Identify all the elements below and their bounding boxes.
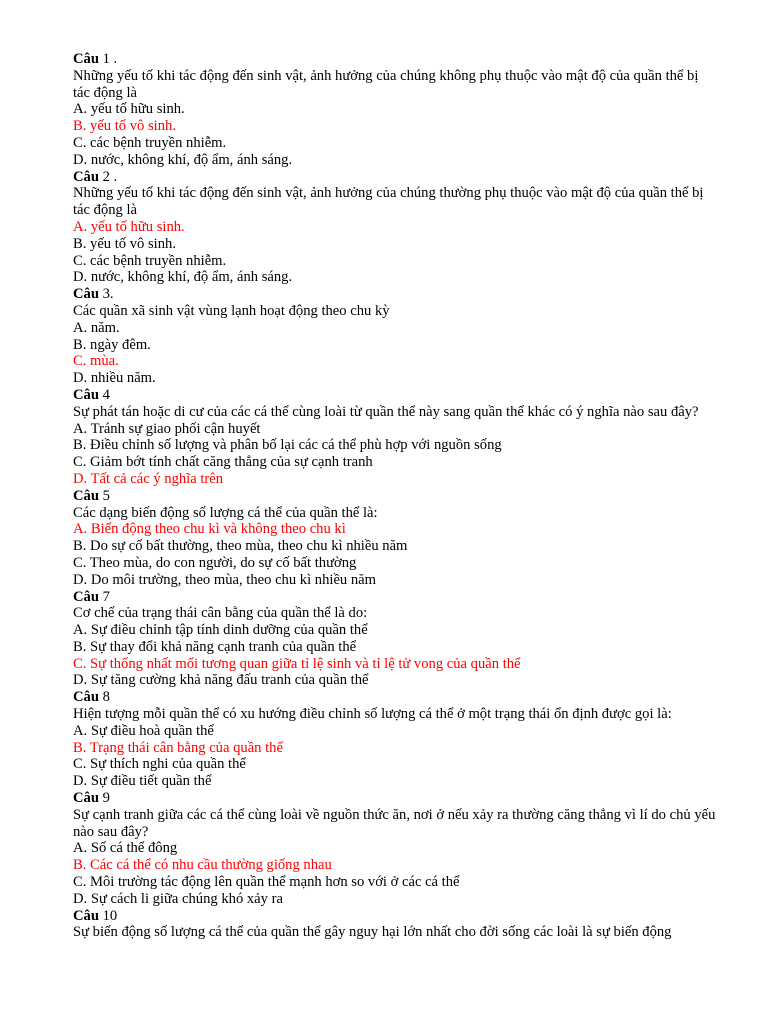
answer-option: B. yếu tố vô sinh. bbox=[73, 235, 176, 252]
question-text: Sự phát tán hoặc di cư của các cá thể cùng loài từ quần thể này sang quần thể khác có ý nghĩa nào sau đây? bbox=[73, 403, 699, 420]
question-text: Các quần xã sinh vật vùng lạnh hoạt động theo chu kỳ bbox=[73, 302, 390, 319]
answer-option: C. Môi trường tác động lên quần thể mạnh hơn so với ở các cá thể bbox=[73, 874, 460, 891]
answer-option-correct: B. Các cá thể có nhu cầu thường giống nhau bbox=[73, 857, 332, 874]
question-text: Cơ chế của trạng thái cân bằng của quần thể là do: bbox=[73, 605, 368, 622]
answer-option: B. Do sự cố bất thường, theo mùa, theo chu kì nhiều năm bbox=[73, 538, 408, 555]
question-text: Sự cạnh tranh giữa các cá thể cùng loài về nguồn thức ăn, nơi ở nếu xảy ra thường căng thẳng vì lí do chủ yếu nào sau đây? bbox=[73, 806, 720, 840]
answer-option-correct: A. Biến động theo chu kì và không theo chu kì bbox=[73, 521, 346, 538]
answer-option: C. các bệnh truyền nhiễm. bbox=[73, 252, 227, 269]
question-heading bbox=[73, 589, 718, 606]
question-text: Các dạng biến động số lượng cá thể của quần thể là: bbox=[73, 504, 378, 521]
question-heading bbox=[73, 387, 718, 404]
question-heading bbox=[73, 286, 718, 303]
answer-option-correct: D. Tất cả các ý nghĩa trên bbox=[73, 470, 224, 487]
question-heading bbox=[73, 790, 718, 807]
question-text: Hiện tượng mỗi quần thể có xu hướng điều chỉnh số lượng cá thể ở một trạng thái ổn định được gọi là: bbox=[73, 706, 672, 723]
question-heading bbox=[73, 488, 718, 505]
answer-option: C. các bệnh truyền nhiễm. bbox=[73, 134, 227, 151]
question-block bbox=[73, 908, 718, 942]
question-number: 8 bbox=[98, 689, 110, 706]
question-label: Câu bbox=[73, 286, 99, 303]
answer-option: A. Sự điều chỉnh tập tính dinh dưỡng của quần thể bbox=[73, 622, 368, 639]
question-text: Những yếu tố khi tác động đến sinh vật, ảnh hưởng của chúng thường phụ thuộc vào mật độ của quần thể bị tác động là bbox=[73, 185, 708, 219]
answer-option: B. Điều chỉnh số lượng và phân bố lại các cá thể phù hợp với nguồn sống bbox=[73, 437, 502, 454]
answer-option: A. Sự điều hoà quần thể bbox=[73, 722, 214, 739]
answer-option: B. Sự thay đổi khả năng cạnh tranh của quần thể bbox=[73, 638, 357, 655]
question-label: Câu bbox=[73, 588, 99, 605]
answer-option: D. Do môi trường, theo mùa, theo chu kì nhiều năm bbox=[73, 571, 376, 588]
answer-option: B. ngày đêm. bbox=[73, 336, 151, 353]
question-number: 2 . bbox=[98, 168, 118, 185]
answer-option-correct: B. yếu tố vô sinh. bbox=[73, 118, 176, 135]
question-number: 3. bbox=[98, 286, 114, 303]
question-heading bbox=[73, 51, 718, 68]
question-label: Câu bbox=[73, 907, 99, 924]
question-number: 9 bbox=[98, 790, 110, 807]
question-label: Câu bbox=[73, 386, 99, 403]
question-text: Sự biến động số lượng cá thể của quần thể gây nguy hại lớn nhất cho đời sống các loài là sự biến động bbox=[73, 924, 672, 941]
answer-option: C. Giảm bớt tính chất căng thẳng của sự cạnh tranh bbox=[73, 454, 373, 471]
answer-option-correct: C. mùa. bbox=[73, 353, 119, 370]
answer-option: A. Tránh sự giao phối cận huyết bbox=[73, 420, 261, 437]
answer-option-correct: A. yếu tố hữu sinh. bbox=[73, 218, 185, 235]
answer-option: A. năm. bbox=[73, 319, 120, 336]
question-heading bbox=[73, 169, 718, 186]
answer-option: D. nhiều năm. bbox=[73, 370, 156, 387]
question-block bbox=[73, 169, 718, 287]
question-heading bbox=[73, 908, 718, 925]
answer-option: D. Sự tăng cường khả năng đấu tranh của quần thể bbox=[73, 672, 369, 689]
answer-option: C. Sự thích nghi của quần thể bbox=[73, 756, 246, 773]
question-number: 7 bbox=[98, 588, 110, 605]
question-label: Câu bbox=[73, 487, 99, 504]
answer-option: D. nước, không khí, độ ẩm, ánh sáng. bbox=[73, 269, 293, 286]
question-label: Câu bbox=[73, 790, 99, 807]
question-number: 5 bbox=[98, 487, 110, 504]
answer-option: D. Sự điều tiết quần thể bbox=[73, 773, 212, 790]
question-text: Những yếu tố khi tác động đến sinh vật, ảnh hưởng của chúng không phụ thuộc vào mật độ của quần thể bị tác động là bbox=[73, 67, 703, 101]
question-block bbox=[73, 589, 718, 690]
answer-option-correct: C. Sự thống nhất mối tương quan giữa tỉ lệ sinh và tỉ lệ tử vong của quần thể bbox=[73, 655, 521, 672]
question-number: 10 bbox=[98, 907, 118, 924]
question-number: 4 bbox=[98, 386, 110, 403]
question-block bbox=[73, 689, 718, 790]
answer-option: A. yếu tố hữu sinh. bbox=[73, 101, 185, 118]
document-body bbox=[73, 51, 718, 941]
answer-option-correct: B. Trạng thái cân bằng của quần thể bbox=[73, 739, 283, 756]
question-label: Câu bbox=[73, 51, 99, 67]
question-block bbox=[73, 286, 718, 387]
answer-option: D. nước, không khí, độ ẩm, ánh sáng. bbox=[73, 151, 293, 168]
question-heading bbox=[73, 689, 718, 706]
answer-option: C. Theo mùa, do con người, do sự cố bất thường bbox=[73, 554, 357, 571]
question-number: 1 . bbox=[98, 51, 118, 67]
question-block bbox=[73, 387, 718, 488]
question-label: Câu bbox=[73, 689, 99, 706]
answer-option: A. Số cá thể đông bbox=[73, 840, 178, 857]
question-label: Câu bbox=[73, 168, 99, 185]
answer-option: D. Sự cách li giữa chúng khó xảy ra bbox=[73, 890, 283, 907]
question-block bbox=[73, 790, 718, 908]
question-block bbox=[73, 51, 718, 169]
question-block bbox=[73, 488, 718, 589]
